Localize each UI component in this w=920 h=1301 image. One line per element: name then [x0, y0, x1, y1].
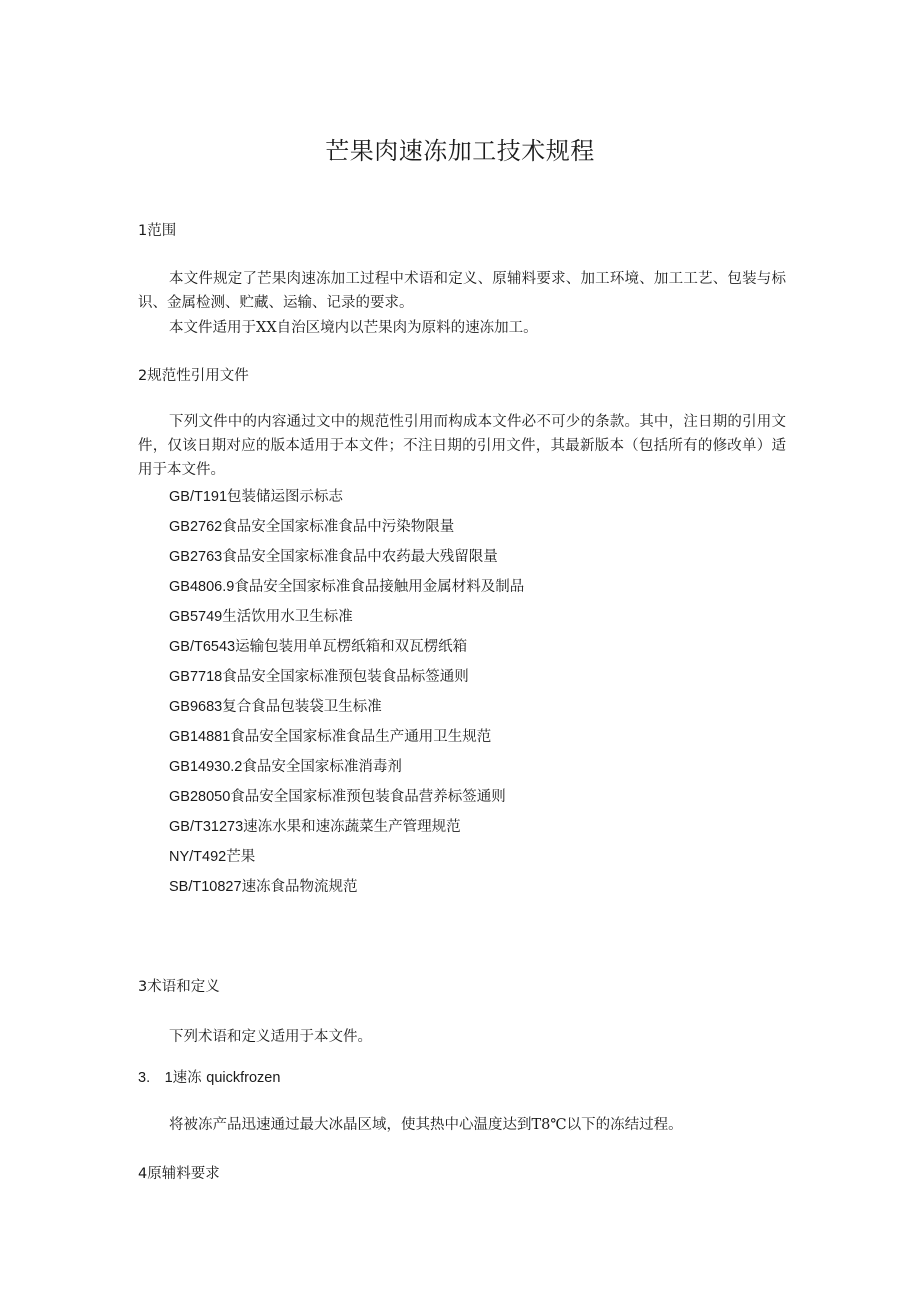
- reference-item: [169, 787, 524, 817]
- reference-code: GB14930.2: [169, 759, 243, 775]
- section-3-heading: 3术语和定义: [138, 979, 220, 995]
- reference-item: [169, 757, 524, 787]
- reference-name: 食品安全国家标准食品中污染物限量: [222, 519, 455, 535]
- reference-item: [169, 667, 524, 697]
- reference-item: [169, 877, 524, 907]
- reference-name: 食品安全国家标准预包装食品标签通则: [222, 669, 469, 685]
- reference-code: GB2763: [169, 549, 223, 565]
- reference-name: 食品安全国家标准食品接触用金属材料及制品: [234, 579, 525, 595]
- section-2-paragraph-1: 下列文件中的内容通过文中的规范性引用而构成本文件必不可少的条款。其中，注日期的引用文件，仅该日期对应的版本适用于本文件；不注日期的引用文件，其最新版本（包括所有的修改单）适用于本文件。: [138, 414, 786, 478]
- reference-name: 食品安全国家标准消毒剂: [242, 759, 402, 775]
- reference-item: [169, 487, 524, 517]
- reference-code: GB2762: [169, 519, 223, 535]
- term-definition: 将被冻产品迅速通过最大冰晶区域，使其热中心温度达到T8℃以下的冻结过程。: [169, 1117, 683, 1133]
- reference-code: GB/T191: [169, 489, 228, 505]
- document-title: 芒果肉速冻加工技术规程: [325, 137, 595, 165]
- section-1-paragraph-2: 本文件适用于XX自治区境内以芒果肉为原料的速冻加工。: [169, 320, 538, 336]
- reference-item: [169, 517, 524, 547]
- reference-name: 食品安全国家标准食品中农药最大残留限量: [222, 549, 498, 565]
- reference-item: [169, 847, 524, 877]
- reference-code: GB7718: [169, 669, 223, 685]
- reference-code: GB9683: [169, 699, 223, 715]
- reference-name: 生活饮用水卫生标准: [222, 609, 353, 625]
- section-4-heading: 4原辅料要求: [138, 1166, 220, 1182]
- reference-code: GB14881: [169, 729, 231, 745]
- reference-code: SB/T10827: [169, 879, 242, 895]
- reference-code: NY/T492: [169, 849, 227, 865]
- reference-item: [169, 727, 524, 757]
- reference-code: GB5749: [169, 609, 223, 625]
- reference-item: [169, 607, 524, 637]
- reference-item: [169, 817, 524, 847]
- term-number: 3. 1: [138, 1070, 173, 1086]
- reference-name: 食品安全国家标准食品生产通用卫生规范: [230, 729, 492, 745]
- reference-name: 包装储运图示标志: [227, 489, 344, 505]
- term-entry: [138, 1068, 280, 1088]
- reference-item: [169, 547, 524, 577]
- reference-name: 芒果: [226, 849, 256, 865]
- reference-code: GB/T31273: [169, 819, 244, 835]
- reference-name: 复合食品包装袋卫生标准: [222, 699, 382, 715]
- term-name-en: quickfrozen: [206, 1070, 281, 1086]
- reference-code: GB28050: [169, 789, 231, 805]
- reference-list: [169, 487, 524, 907]
- reference-name: 速冻水果和速冻蔬菜生产管理规范: [243, 819, 461, 835]
- section-1-heading: 1范围: [138, 223, 177, 239]
- reference-item: [169, 577, 524, 607]
- section-1-paragraph-1: 本文件规定了芒果肉速冻加工过程中术语和定义、原辅料要求、加工环境、加工工艺、包装与标识、金属检测、贮藏、运输、记录的要求。: [138, 271, 786, 311]
- reference-item: [169, 637, 524, 667]
- reference-name: 速冻食品物流规范: [241, 879, 358, 895]
- reference-code: GB/T6543: [169, 639, 236, 655]
- section-2-heading: 2规范性引用文件: [138, 368, 249, 384]
- reference-name: 食品安全国家标准预包装食品营养标签通则: [230, 789, 506, 805]
- term-name-cn: 速冻: [172, 1070, 202, 1086]
- reference-code: GB4806.9: [169, 579, 235, 595]
- reference-item: [169, 697, 524, 727]
- reference-name: 运输包装用单瓦楞纸箱和双瓦楞纸箱: [235, 639, 468, 655]
- section-3-paragraph-1: 下列术语和定义适用于本文件。: [169, 1029, 372, 1045]
